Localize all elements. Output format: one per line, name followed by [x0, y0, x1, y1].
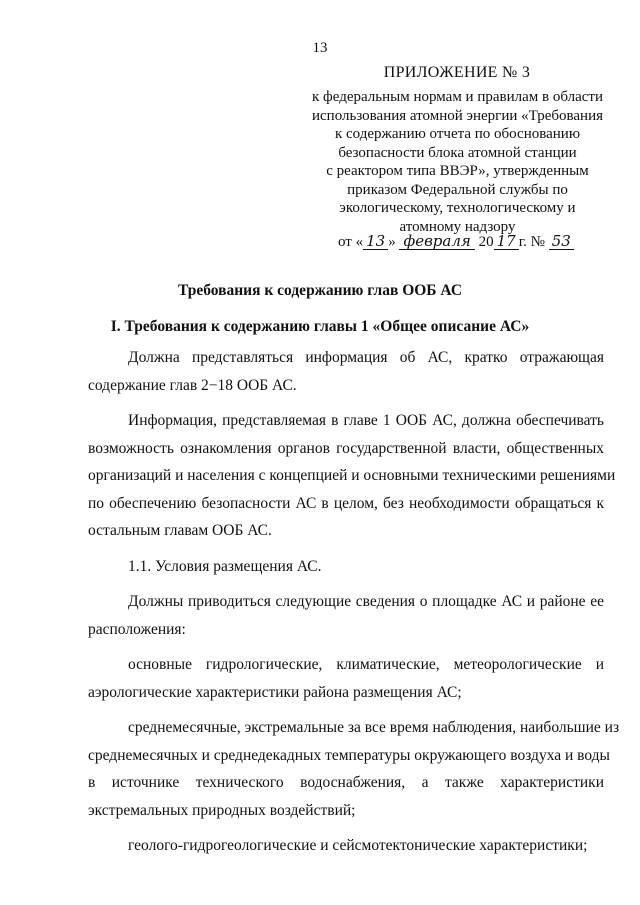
paragraph	[88, 714, 620, 824]
main-heading: Требования к содержанию глав ООБ АС	[177, 282, 463, 299]
order-number-handwritten: 53	[549, 234, 574, 250]
paragraph-line: возможность ознакомления органов государственной власти, общественных	[88, 439, 604, 457]
order-prefix: от «	[338, 234, 364, 250]
order-day-handwritten: 13	[363, 234, 388, 250]
paragraph-line: среднемесячных и среднедекадных температуры окружающего воздуха и воды	[88, 746, 610, 764]
order-quote-close: »	[388, 234, 396, 250]
order-number-label: г. №	[518, 234, 545, 250]
paragraph-line: аэрологические характеристики района размещения АС;	[88, 683, 462, 701]
appendix-line: к федеральным нормам и правилам в области	[312, 89, 603, 105]
paragraph	[88, 553, 604, 581]
appendix-line: экологическому, технологическому и	[339, 200, 576, 216]
appendix-line: с реактором типа ВВЭР», утвержденным	[326, 163, 589, 179]
paragraph-line: среднемесячные, экстремальные за все время наблюдения, наибольшие из	[128, 719, 620, 736]
paragraph-line: содержание глав 2−18 ООБ АС.	[88, 376, 297, 394]
paragraph-line: геолого-гидрогеологические и сейсмотектонические характеристики;	[128, 837, 588, 854]
paragraph-line: экстремальных природных воздействий;	[88, 801, 356, 819]
paragraph	[88, 407, 616, 545]
paragraph-line: остальным главам ООБ АС.	[88, 522, 272, 539]
order-year-prefix: 20	[478, 234, 494, 250]
paragraph-line: основные гидрологические, климатические, метеорологические и	[128, 656, 604, 673]
paragraph	[88, 651, 604, 706]
paragraph	[88, 588, 604, 643]
paragraph-line: в источнике технического водоснабжения, а также характеристики	[88, 774, 604, 791]
paragraph	[88, 344, 604, 399]
appendix-text	[300, 88, 615, 236]
appendix-line: к содержанию отчета по обоснованию	[334, 126, 581, 142]
paragraph-line: Информация, представляемая в главе 1 ООБ АС, должна обеспечивать	[128, 412, 604, 429]
paragraph-line: по обеспечению безопасности АС в целом, без необходимости обращаться к	[88, 494, 604, 512]
paragraph-line: Должны приводиться следующие сведения о площадке АС и районе ее	[128, 593, 604, 610]
appendix-line: безопасности блока атомной станции	[338, 144, 577, 161]
document-body	[88, 344, 620, 868]
paragraph	[88, 832, 604, 860]
paragraph-line: организаций и населения с концепцией и основными техническими решениями	[88, 467, 616, 484]
order-month-handwritten: февраля	[399, 234, 474, 250]
appendix-line: использования атомной энергии «Требования	[311, 107, 604, 124]
appendix-line: атомному надзору	[399, 218, 516, 235]
paragraph-line: расположения:	[88, 620, 186, 638]
order-date-number	[338, 234, 598, 251]
appendix-line: приказом Федеральной службы по	[347, 181, 568, 198]
order-year-handwritten: 17	[494, 234, 519, 250]
appendix-title: ПРИЛОЖЕНИЕ № 3	[383, 64, 531, 81]
paragraph-line: Должна представляться информация об АС, кратко отражающая	[128, 349, 604, 366]
page-number: 13	[312, 40, 328, 56]
section-heading: I. Требования к содержанию главы 1 «Общее описание АС»	[110, 318, 530, 335]
paragraph-line: 1.1. Условия размещения АС.	[128, 557, 322, 575]
